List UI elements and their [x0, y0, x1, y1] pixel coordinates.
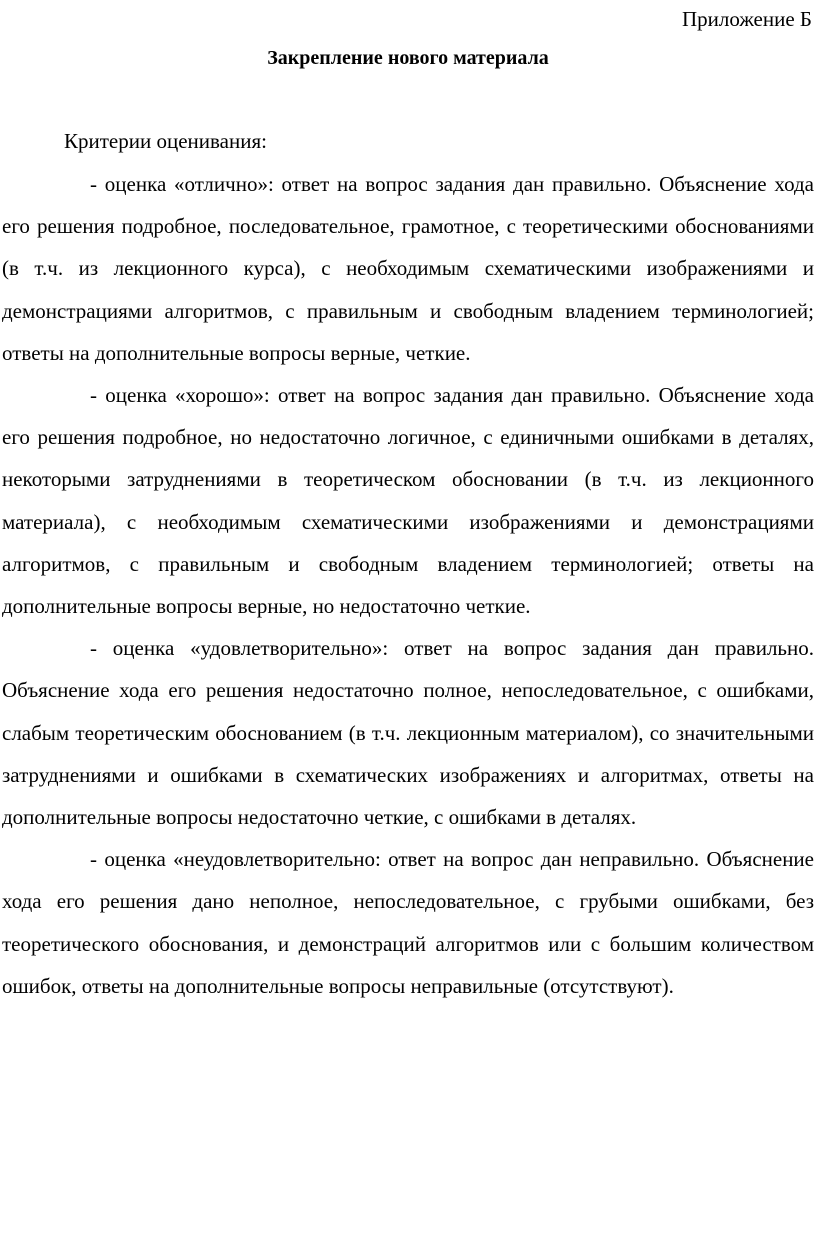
criterion-unsatisfactory: - оценка «неудовлетворительно: ответ на вопрос дан неправильно. Объяснение хода его решения дано неполное, непоследовательное, с грубыми ошибками, без теоретического обоснования, и демонстраций алгоритмов или с большим количеством ошибок, ответы на дополнительные вопросы неправильные (отсутствуют).	[2, 847, 814, 998]
criterion-excellent: - оценка «отлично»: ответ на вопрос задания дан правильно. Объяснение хода его решения подробное, последовательное, грамотное, с теоретическими обоснованиями (в т.ч. из лекционного курса), с необходимым схематическими изображениями и демонстрациями алгоритмов, с правильным и свободным владением терминологией; ответы на дополнительные вопросы верные, четкие.	[2, 172, 814, 365]
criterion-satisfactory: - оценка «удовлетворительно»: ответ на вопрос задания дан правильно. Объяснение хода его решения недостаточно полное, непоследовательное, с ошибками, слабым теоретическим обоснованием (в т.ч. лекционным материалом), со значительными затруднениями и ошибками в схематических изображениях и алгоритмах, ответы на дополнительные вопросы недостаточно четкие, с ошибками в деталях.	[2, 636, 814, 830]
document-title: Закрепление нового материала	[267, 47, 549, 69]
criteria-heading: Критерии оценивания:	[64, 129, 267, 153]
criterion-good: - оценка «хорошо»: ответ на вопрос задания дан правильно. Объяснение хода его решения подробное, но недостаточно логичное, с единичными ошибками в деталях, некоторыми затруднениями в теоретическом обосновании (в т.ч. из лекционного материала), с необходимым схематическими изображениями и демонстрациями алгоритмов, с правильным и свободным владением терминологией; ответы на дополнительные вопросы верные, но недостаточно четкие.	[2, 383, 814, 619]
appendix-label: Приложение Б	[681, 7, 812, 31]
criteria-list	[2, 163, 814, 1007]
